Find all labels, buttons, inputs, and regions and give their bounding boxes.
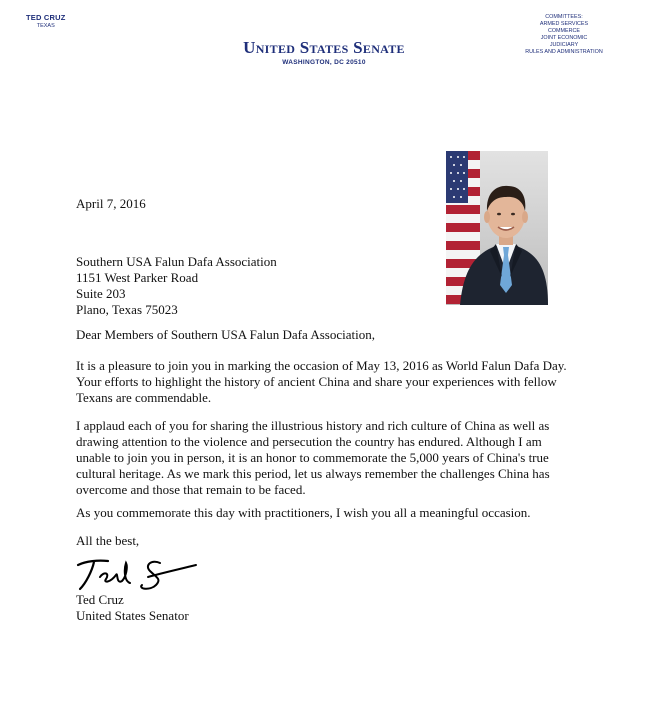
signer-title: United States Senator xyxy=(76,608,189,623)
committees-heading: COMMITTEES: xyxy=(545,14,583,20)
senator-name: TED CRUZ xyxy=(26,13,66,22)
committee-item: ARMED SERVICES xyxy=(539,21,589,28)
recipient-suite: Suite 203 xyxy=(76,286,126,301)
recipient-name: Southern USA Falun Dafa Association xyxy=(76,254,277,269)
body-paragraph: As you commemorate this day with practitioners, I wish you all a meaningful occasion. xyxy=(76,505,531,520)
handwritten-signature xyxy=(72,555,202,595)
portrait-illustration xyxy=(446,151,548,305)
recipient-address xyxy=(76,254,277,318)
committee-item: JOINT ECONOMIC xyxy=(540,35,588,42)
senate-city: WASHINGTON, DC 20510 xyxy=(282,59,366,66)
senator-state: TEXAS xyxy=(36,22,55,29)
chamber-title: United States Senate xyxy=(243,38,405,57)
committee-item: COMMERCE xyxy=(547,28,581,35)
letter-date: April 7, 2016 xyxy=(76,196,146,211)
senator-letterhead-block xyxy=(26,14,66,29)
letter-closing: All the best, xyxy=(76,533,140,548)
committee-item: RULES AND ADMINISTRATION xyxy=(525,49,603,56)
body-paragraph: I applaud each of you for sharing the illustrious history and rich culture of China as well as drawing attention to the violence and persecution the country has endured. Although I am unable to join you in person, it is an honor to commemorate the 5,000 years of China's true cultural heritage. As we mark this period, let us always remember the challenges China has overcome and those that remain to be faced. xyxy=(76,418,550,497)
salutation: Dear Members of Southern USA Falun Dafa Association, xyxy=(76,327,375,342)
senator-portrait xyxy=(446,151,548,305)
signer-name: Ted Cruz xyxy=(76,592,124,607)
body-paragraph: It is a pleasure to join you in marking the occasion of May 13, 2016 as World Falun Dafa Day. Your efforts to highlight the history of ancient China and share your experiences with fellow Texans are commendable. xyxy=(76,358,567,405)
recipient-street: 1151 West Parker Road xyxy=(76,270,199,285)
committee-item: JUDICIARY xyxy=(549,42,579,49)
committees-block xyxy=(514,14,614,56)
recipient-city: Plano, Texas 75023 xyxy=(76,302,178,317)
